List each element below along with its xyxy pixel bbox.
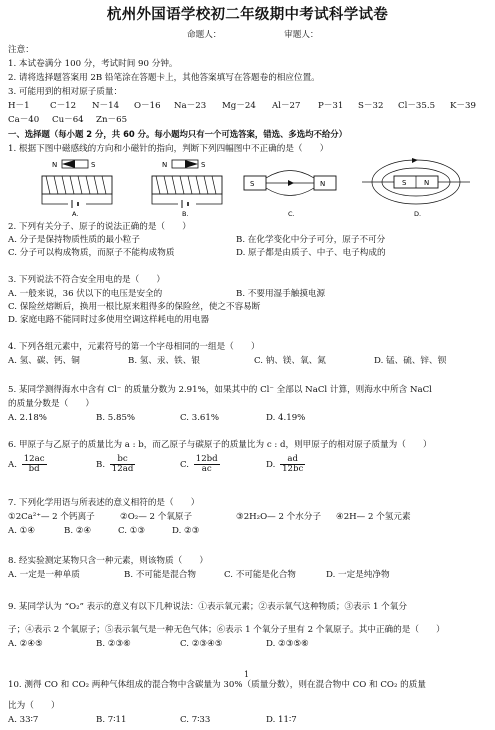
figure-c-magnets bbox=[244, 171, 336, 219]
needle-pole-s: S bbox=[201, 161, 206, 169]
atomic-mass: Cu－64 bbox=[52, 115, 84, 125]
q4-option-d[interactable]: D. 锰、硫、锌、钡 bbox=[374, 356, 447, 366]
magnet-pole-s: S bbox=[402, 179, 407, 187]
magnet-pole-s: S bbox=[250, 180, 255, 188]
atomic-mass: N－14 bbox=[92, 101, 120, 111]
authors-line bbox=[187, 30, 379, 41]
q5-stem: 5. 某同学测得海水中含有 Cl⁻ 的质量分数为 2.91%，如果其中的 Cl⁻ 全部以 NaCl 计算，则海水中所含 NaCl bbox=[8, 385, 432, 395]
q6-option-d-label: D. bbox=[266, 460, 276, 471]
q6-option-c-label: C. bbox=[180, 460, 190, 471]
q3-option-c[interactable]: C. 保险丝熔断后，换用一根比原来粗得多的保险丝，使之不容易断 bbox=[8, 302, 261, 312]
q5-option-d[interactable]: D. 4.19% bbox=[266, 413, 306, 423]
page-title: 杭州外国语学校初二年级期中考试科学试卷 bbox=[106, 7, 389, 23]
fraction bbox=[22, 455, 47, 474]
q5-stem-cont: 的质量分数是（ ） bbox=[8, 399, 94, 409]
atomic-mass: S－32 bbox=[358, 101, 384, 111]
q7-item-1: ①2Ca²⁺— 2 个钙离子 bbox=[8, 512, 95, 522]
q9-stem: 9. 某同学认为 “O₂” 表示的意义有以下几种说法：①表示氧元素；②表示氧气这种物质；③表示 1 个氧分 bbox=[8, 602, 407, 612]
q10-option-d[interactable]: D. 11∶7 bbox=[266, 715, 297, 725]
q7-item-2: ②O₂— 2 个氧原子 bbox=[120, 512, 193, 522]
q8-option-c[interactable]: C. 不可能是化合物 bbox=[224, 570, 296, 580]
q5-option-c[interactable]: C. 3.61% bbox=[180, 413, 220, 423]
fraction bbox=[110, 455, 136, 474]
denominator: 12ad bbox=[111, 464, 134, 475]
q2-option-b[interactable]: B. 在化学变化中分子可分，原子不可分 bbox=[236, 235, 386, 245]
q7-item-4: ④2H— 2 个氢元素 bbox=[336, 512, 411, 522]
q6-option-a-label: A. bbox=[8, 460, 17, 471]
q6-option-d[interactable] bbox=[266, 455, 307, 474]
magnet-pole-n: N bbox=[424, 179, 430, 187]
q4-option-a[interactable]: A. 氢、碳、钙、铜 bbox=[8, 356, 80, 366]
q2-option-a[interactable]: A. 分子是保持物质性质的最小粒子 bbox=[8, 235, 140, 245]
figure-a-label: A. bbox=[72, 210, 79, 218]
numerator: ad bbox=[280, 455, 305, 465]
needle-pole-n: N bbox=[52, 161, 58, 169]
q9-stem-cont: 子；④表示 2 个氧原子；⑤表示氧气是一种无色气体；⑥表示 1 个氧分子里有 2 个氧原子。其中正确的是（ ） bbox=[8, 625, 445, 635]
q3-option-b[interactable]: B. 不要用湿手触摸电源 bbox=[236, 289, 326, 299]
q5-option-b[interactable]: B. 5.85% bbox=[96, 413, 136, 423]
atomic-mass: H－1 bbox=[8, 101, 30, 111]
q10-option-c[interactable]: C. 7∶33 bbox=[180, 715, 211, 725]
figure-c-label: C. bbox=[288, 210, 295, 218]
atomic-mass: C－12 bbox=[50, 101, 77, 111]
q9-option-d[interactable]: D. ②③⑤⑥ bbox=[266, 639, 309, 649]
q5-option-a[interactable]: A. 2.18% bbox=[8, 413, 47, 423]
atomic-mass: K－39 bbox=[450, 101, 476, 111]
q6-option-b[interactable] bbox=[96, 455, 137, 474]
page-number: 1 bbox=[244, 670, 250, 679]
q9-option-a[interactable]: A. ②④⑤ bbox=[8, 639, 43, 649]
q2-option-d[interactable]: D. 原子都是由质子、中子、电子构成的 bbox=[236, 248, 386, 258]
q10-option-b[interactable]: B. 7∶11 bbox=[96, 715, 127, 725]
figure-b-label: B. bbox=[182, 210, 189, 218]
fraction bbox=[280, 455, 305, 474]
q1-stem: 1. 根据下图中磁感线的方向和小磁针的指向，判断下列四幅图中不正确的是（ ） bbox=[8, 144, 329, 154]
q8-stem: 8. 经实验测定某物只含一种元素，则该物质（ ） bbox=[8, 556, 208, 566]
q10-option-a[interactable]: A. 33∶7 bbox=[8, 715, 39, 725]
notes-header: 注意： bbox=[8, 45, 34, 55]
magnet-pole-n: N bbox=[320, 180, 326, 188]
atomic-mass: Zn－65 bbox=[96, 115, 128, 125]
numerator: 12ac bbox=[23, 454, 45, 464]
needle-pole-n: N bbox=[162, 161, 168, 169]
q2-stem: 2. 下列有关分子、原子的说法正确的是（ ） bbox=[8, 222, 191, 232]
denominator: 12bc bbox=[282, 464, 304, 475]
atomic-mass: Mg－24 bbox=[222, 101, 256, 111]
atomic-mass: Ca－40 bbox=[8, 115, 40, 125]
note-2: 2. 请将选择题答案用 2B 铅笔涂在答题卡上，其他答案填写在答题卷的相应位置。 bbox=[8, 73, 320, 83]
q8-option-d[interactable]: D. 一定是纯净物 bbox=[326, 570, 390, 580]
q4-option-c[interactable]: C. 钠、镁、氧、氮 bbox=[254, 356, 326, 366]
q8-option-a[interactable]: A. 一定是一种单质 bbox=[8, 570, 80, 580]
q6-option-c[interactable] bbox=[180, 455, 222, 474]
figure-d-label: D. bbox=[414, 210, 422, 218]
q6-stem: 6. 甲原子与乙原子的质量比为 a : b，而乙原子与碳原子的质量比为 c : d，则甲原子的相对原子质量为（ ） bbox=[8, 440, 432, 450]
q4-option-b[interactable]: B. 氢、汞、铁、银 bbox=[128, 356, 200, 366]
q10-stem: 10. 测得 CO 和 CO₂ 两种气体组成的混合物中含碳量为 30%（质量分数），则在混合物中 CO 和 CO₂ 的质量 bbox=[8, 680, 426, 690]
reviewer-label: 审题人： bbox=[284, 30, 319, 40]
atomic-mass: Al－27 bbox=[272, 101, 301, 111]
q2-option-c[interactable]: C. 分子可以构成物质，而原子不能构成物质 bbox=[8, 248, 175, 258]
q7-option-b[interactable]: B. ②④ bbox=[64, 526, 92, 536]
q3-stem: 3. 下列说法不符合安全用电的是（ ） bbox=[8, 275, 166, 285]
section-heading: 一、选择题（每小题 2 分，共 60 分。每小题均只有一个可选答案，错选、多选均不给分） bbox=[8, 129, 348, 139]
q8-option-b[interactable]: B. 不可能是混合物 bbox=[124, 570, 196, 580]
atomic-mass: Cl－35.5 bbox=[398, 101, 436, 111]
figure-a-solenoid bbox=[42, 160, 112, 218]
note-3: 3. 可能用到的相对原子质量： bbox=[8, 87, 123, 97]
figure-d-bar-magnet bbox=[362, 158, 470, 218]
setter-label: 命题人： bbox=[187, 30, 222, 40]
q7-item-3: ③2H₂O— 2 个水分子 bbox=[236, 512, 322, 522]
atomic-mass: Na－23 bbox=[174, 101, 207, 111]
q1-figures bbox=[12, 156, 488, 218]
denominator: ac bbox=[201, 464, 212, 475]
numerator: 12bd bbox=[195, 454, 218, 464]
needle-pole-s: S bbox=[91, 161, 96, 169]
q9-option-b[interactable]: B. ②③⑥ bbox=[96, 639, 131, 649]
figure-b-solenoid bbox=[152, 160, 222, 218]
atomic-mass: P－31 bbox=[318, 101, 344, 111]
q6-option-b-label: B. bbox=[96, 460, 106, 471]
atomic-mass: O－16 bbox=[134, 101, 161, 111]
q7-stem: 7. 下列化学用语与所表述的意义相符的是（ ） bbox=[8, 498, 200, 508]
denominator: bd bbox=[28, 464, 40, 475]
q10-stem-cont: 比为（ ） bbox=[8, 701, 60, 711]
numerator: bc bbox=[110, 455, 136, 465]
q4-stem: 4. 下列各组元素中，元素符号的第一个字母相同的一组是（ ） bbox=[8, 342, 260, 352]
q7-option-a[interactable]: A. ①④ bbox=[8, 526, 36, 536]
q7-option-d[interactable]: D. ②③ bbox=[172, 526, 200, 536]
q3-option-d[interactable]: D. 家庭电路不能同时过多使用空调这样耗电的用电器 bbox=[8, 315, 210, 325]
note-1: 1. 本试卷满分 100 分，考试时间 90 分钟。 bbox=[8, 59, 178, 69]
q7-option-c[interactable]: C. ①③ bbox=[118, 526, 146, 536]
q6-option-a[interactable] bbox=[8, 455, 49, 474]
q9-option-c[interactable]: C. ②③④⑤ bbox=[180, 639, 223, 649]
fraction bbox=[194, 455, 220, 474]
q3-option-a[interactable]: A. 一般来说，36 伏以下的电压是安全的 bbox=[8, 289, 163, 299]
